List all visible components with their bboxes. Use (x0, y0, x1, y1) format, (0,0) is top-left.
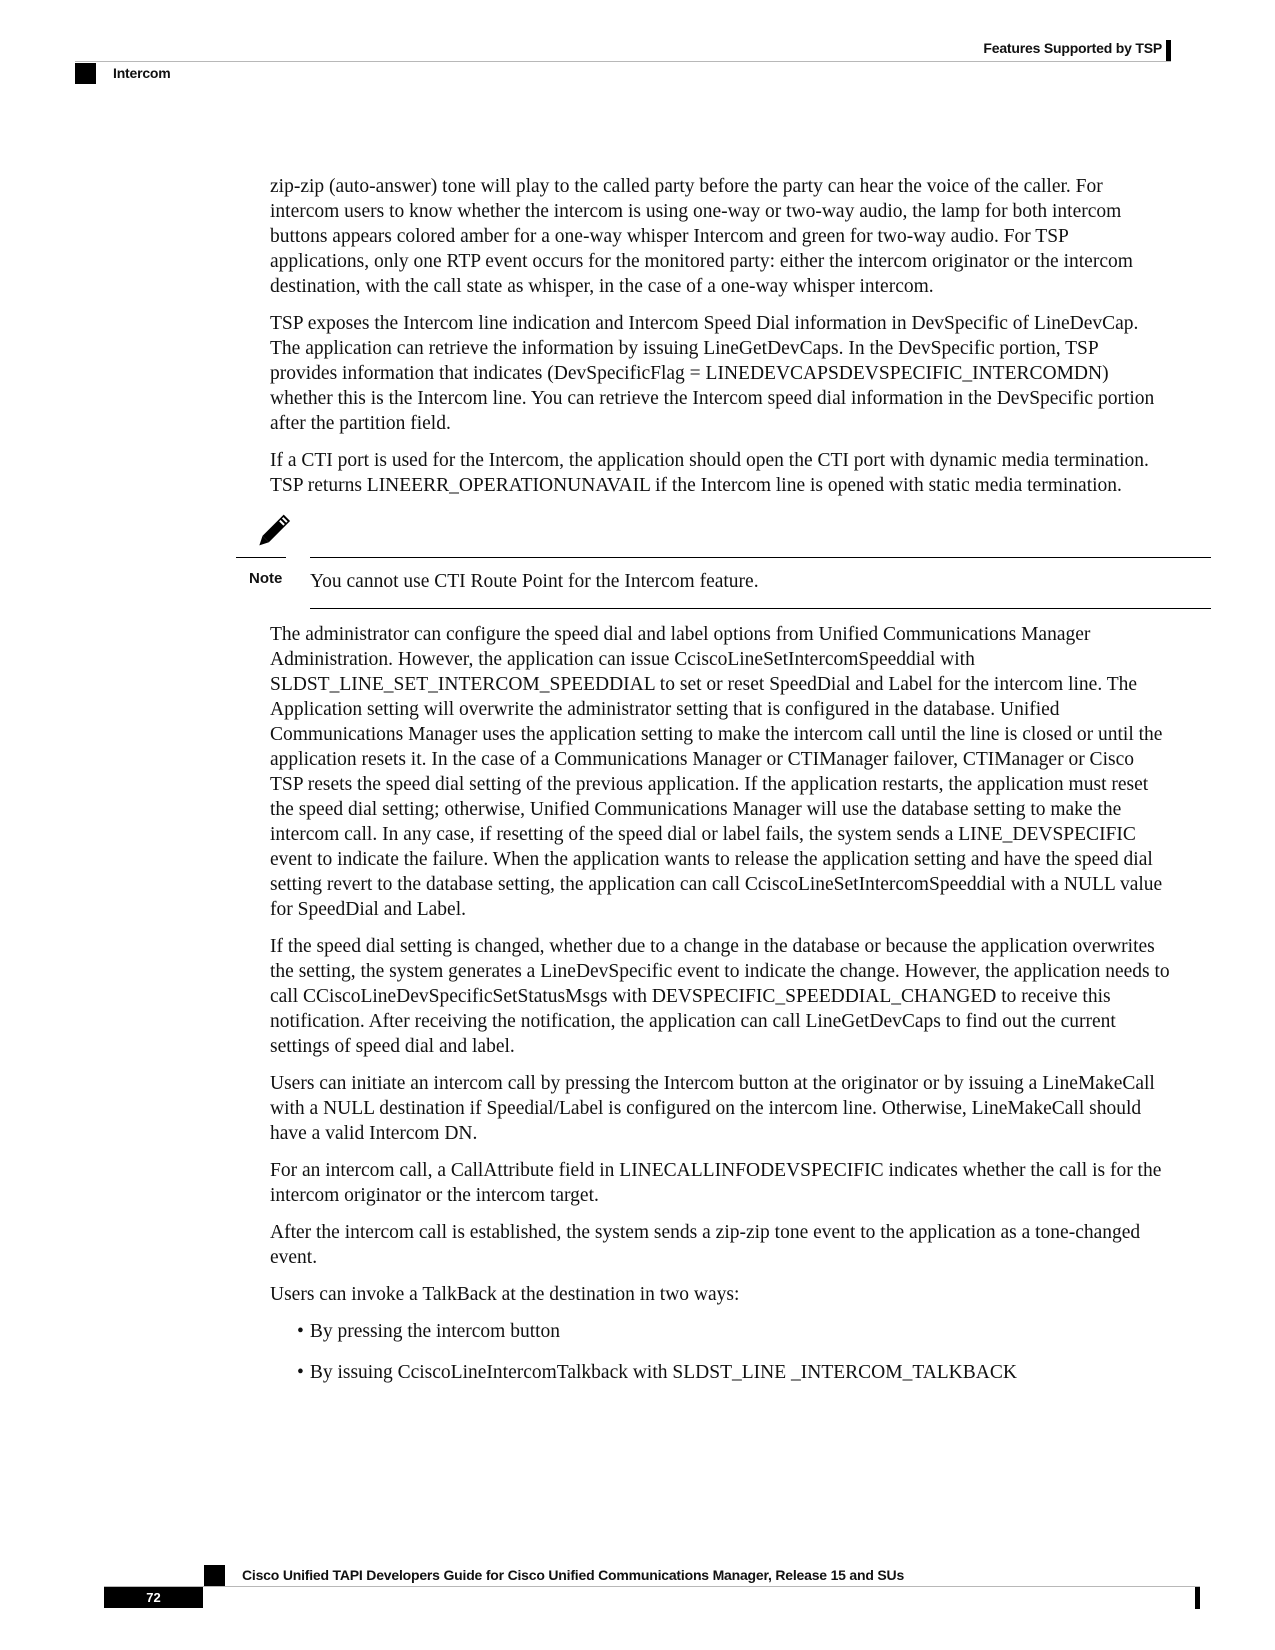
header-marker-bar (1166, 40, 1171, 61)
list-item: • By issuing CciscoLineIntercomTalkback with SLDST_LINE _INTERCOM_TALKBACK (297, 1360, 1170, 1385)
paragraph: After the intercom call is established, the system sends a zip-zip tone event to the application as a tone-changed event. (270, 1222, 1141, 1268)
paragraph: Users can initiate an intercom call by pressing the Intercom button at the originator or by issuing a LineMakeCall with a NULL destination if Speedial/Label is configured on the intercom line. Otherwise, LineMakeCall should have a valid Intercom DN. (270, 1073, 1155, 1144)
note-text: You cannot use CTI Route Point for the Intercom feature. (310, 571, 759, 592)
header-rule (75, 61, 1171, 62)
header-chapter-block (75, 63, 96, 84)
paragraph: If a CTI port is used for the Intercom, the application should open the CTI port with dynamic media termination. TSP returns LINEERR_OPERATIONUNAVAIL if the Intercom line is opened with static media termination. (270, 450, 1149, 496)
running-header-section: Features Supported by TSP (983, 40, 1162, 56)
pencil-note-icon (251, 513, 291, 553)
paragraph: TSP exposes the Intercom line indication and Intercom Speed Dial information in DevSpecific of LineDevCap. The application can retrieve the information by issuing LineGetDevCaps. In the DevSpecific portion, TSP provides information that indicates (DevSpecificFlag = LINEDEVCAPSDEVSPECIFIC_INTERCOMDN) whether this is the Intercom line. You can retrieve the Intercom speed dial information in the DevSpecific portion after the partition field. (270, 313, 1155, 434)
note-callout (236, 513, 1211, 613)
note-top-rule (310, 557, 1211, 558)
footer-guide-title: Cisco Unified TAPI Developers Guide for Cisco Unified Communications Manager, Release 15 and SUs (242, 1567, 905, 1583)
note-icon-rule (236, 557, 286, 558)
footer-rule (104, 1586, 1200, 1587)
footer-title-block (204, 1565, 225, 1586)
paragraph: If the speed dial setting is changed, whether due to a change in the database or because the application overwrites the setting, the system generates a LineDevSpecific event to indicate the change. However, the application needs to call CCiscoLineDevSpecificSetStatusMsgs with DEVSPECIFIC_SPEEDDIAL_CHANGED to receive this notification. After receiving the notification, the application can call LineGetDevCaps to find out the current settings of speed dial and label. (270, 936, 1170, 1057)
footer-marker-bar (1195, 1587, 1200, 1609)
page-number: 72 (104, 1587, 203, 1608)
talkback-methods-list (270, 1319, 1170, 1385)
paragraph: Users can invoke a TalkBack at the destination in two ways: (270, 1284, 740, 1305)
paragraph: For an intercom call, a CallAttribute field in LINECALLINFODEVSPECIFIC indicates whether the call is for the intercom originator or the intercom target. (270, 1160, 1162, 1206)
body-text-top (270, 174, 1170, 510)
note-label: Note (249, 570, 283, 587)
running-header-chapter: Intercom (113, 65, 171, 81)
paragraph: The administrator can configure the speed dial and label options from Unified Communications Manager Administration. However, the application can issue CciscoLineSetIntercomSpeeddial with SLDST_LINE_SET_INTERCOM_SPEEDDIAL to set or reset SpeedDial and Label for the intercom line. The Application setting will overwrite the administrator setting that is configured in the database. Unified Communications Manager uses the application setting to make the intercom call until the line is closed or until the application resets it. In the case of a Communications Manager or CTIManager failover, CTIManager or Cisco TSP resets the speed dial setting of the previous application. If the application restarts, the application must reset the speed dial setting; otherwise, Unified Communications Manager will use the database setting to make the intercom call. In any case, if resetting of the speed dial or label fails, the system sends a LINE_DEVSPECIFIC event to indicate the failure. When the application wants to release the application setting and have the speed dial setting revert to the database setting, the application can call CciscoLineSetIntercomSpeeddial with a NULL value for SpeedDial and Label. (270, 624, 1163, 920)
list-item: • By pressing the intercom button (297, 1319, 1170, 1344)
body-text-bottom (270, 622, 1170, 1401)
paragraph: zip-zip (auto-answer) tone will play to the called party before the party can hear the voice of the caller. For intercom users to know whether the intercom is using one-way or two-way audio, the lamp for both intercom buttons appears colored amber for a one-way whisper Intercom and green for two-way audio. For TSP applications, only one RTP event occurs for the monitored party: either the intercom originator or the intercom destination, with the call state as whisper, in the case of a one-way whisper intercom. (270, 176, 1133, 297)
note-bottom-rule (310, 608, 1211, 609)
